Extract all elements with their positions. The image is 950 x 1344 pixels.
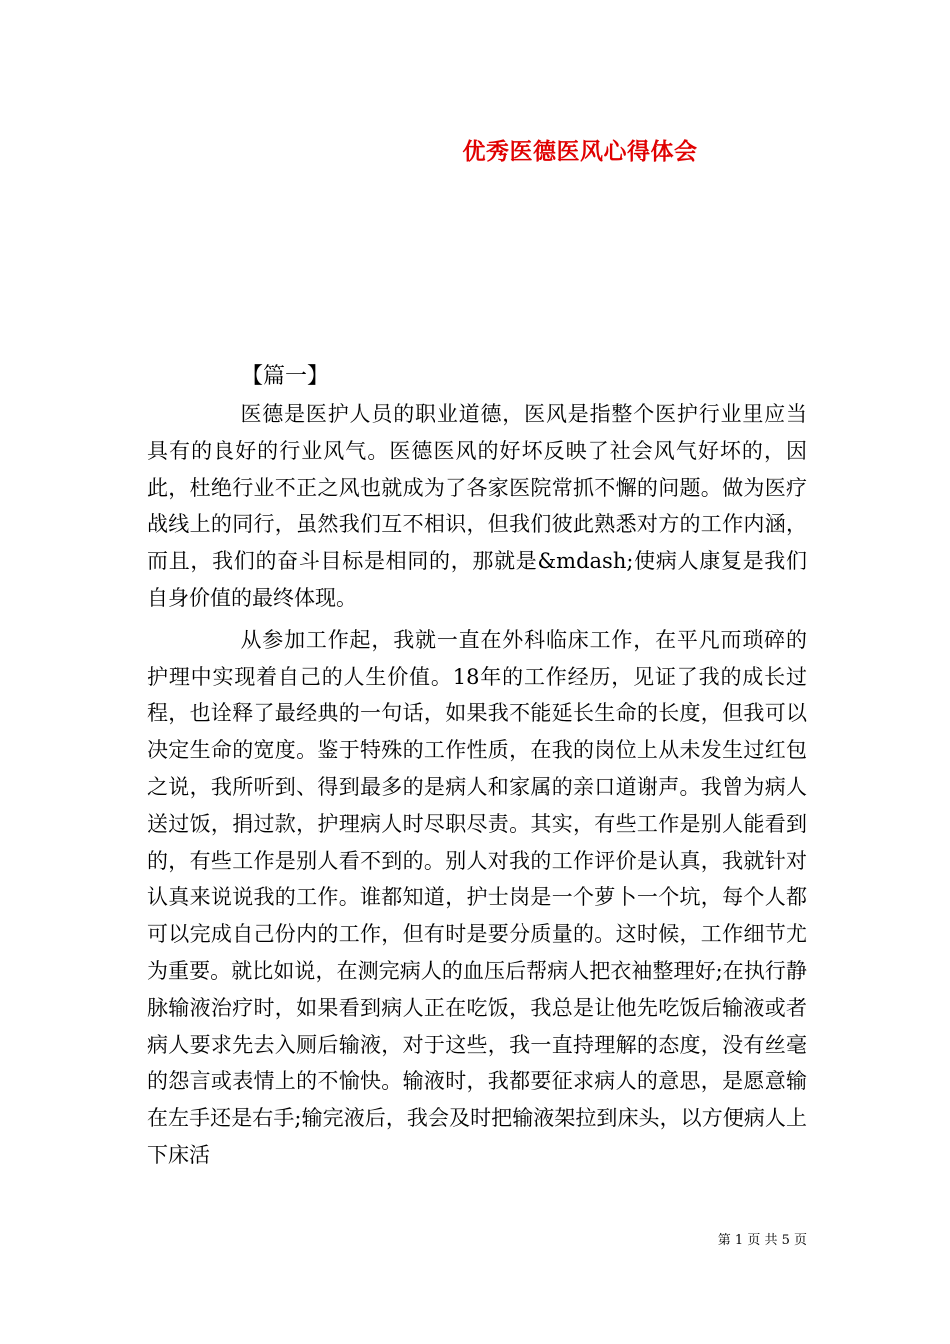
paragraph: 医德是医护人员的职业道德，医风是指整个医护行业里应当具有的良好的行业风气。医德医风的好坏反映了社会风气好坏的，因此，杜绝行业不正之风也就成为了各家医院常抓不懈的问题。做为医疗战线上的同行，虽然我们互不相识，但我们彼此熟悉对方的工作内涵，而且，我们的奋斗目标是相同的，那就是&mdash;使病人康复是我们自身价值的最终体现。 [147,402,807,610]
paragraph: 从参加工作起，我就一直在外科临床工作，在平凡而琐碎的护理中实现着自己的人生价值。18年的工作经历，见证了我的成长过程，也诠释了最经典的一句话，如果我不能延长生命的长度，但我可以决定生命的宽度。鉴于特殊的工作性质，在我的岗位上从未发生过红包之说，我所听到、得到最多的是病人和家属的亲口道谢声。我曾为病人送过饭，捐过款，护理病人时尽职尽责。其实，有些工作是别人能看到的，有些工作是别人看不到的。别人对我的工作评价是认真，我就针对认真来说说我的工作。谁都知道，护士岗是一个萝卜一个坑，每个人都可以完成自己份内的工作，但有时是要分质量的。这时候，工作细节尤为重要。就比如说，在测完病人的血压后帮病人把衣袖整理好;在执行静脉输液治疗时，如果看到病人正在吃饭，我总是让他先吃饭后输液或者病人要求先去入厕后输液，对于这些，我一直持理解的态度，没有丝毫的怨言或表情上的不愉快。输液时，我都要征求病人的意思，是愿意输在左手还是右手;输完液后，我会及时把输液架拉到床头，以方便病人上下床活 [147,627,807,1167]
document-title: 优秀医德医风心得体会 [462,138,698,165]
section-heading: 【篇一】 [241,364,330,389]
page-number-footer: 第 1 页 共 5 页 [717,1233,807,1248]
body-text [147,396,807,1174]
